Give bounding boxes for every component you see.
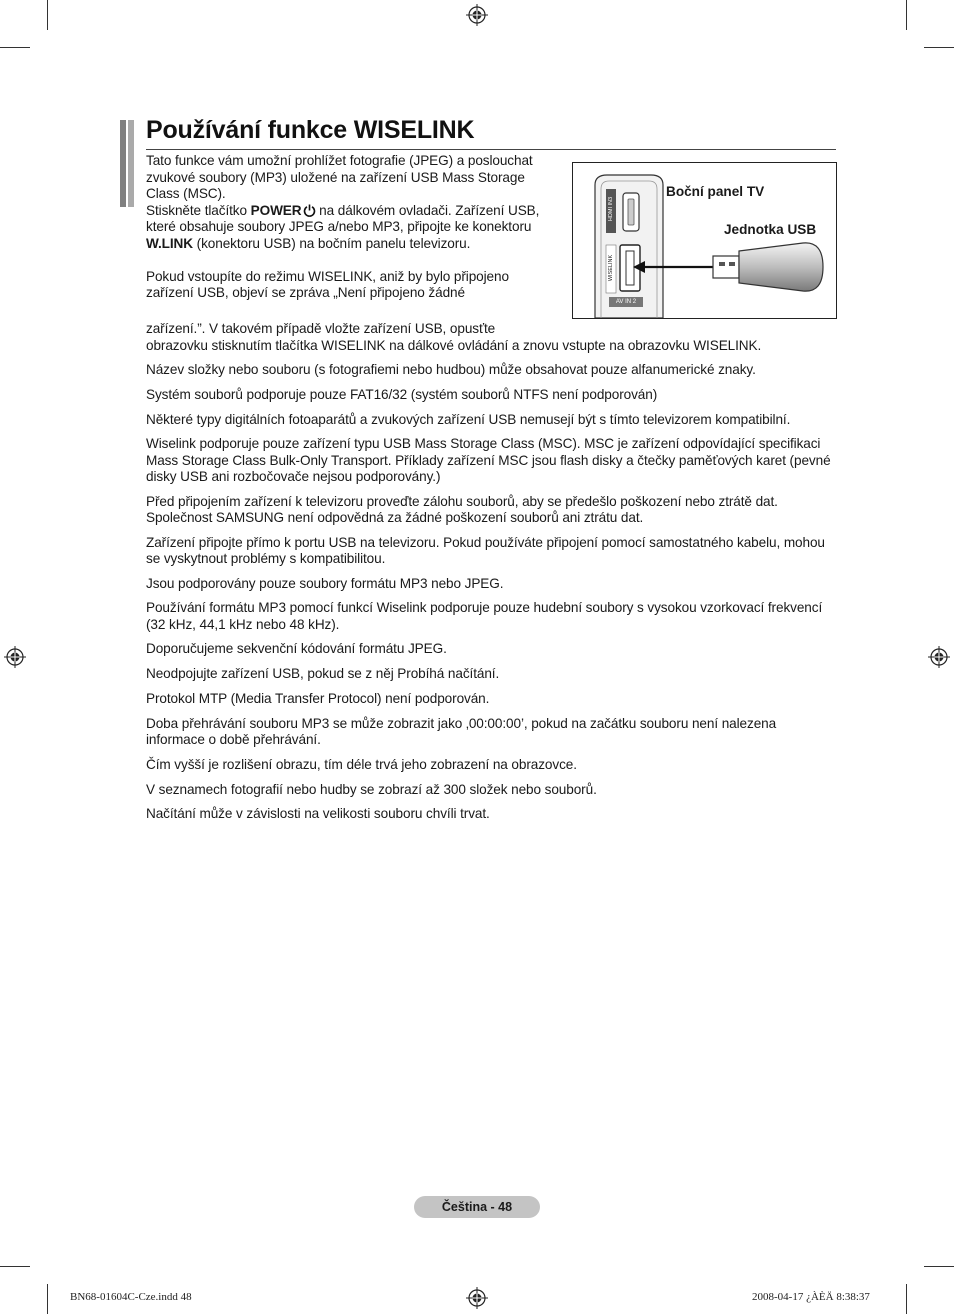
list-item: Systém souborů podporuje pouze FAT16/32 (systém souborů NTFS není podporován) <box>146 386 658 402</box>
list-item: Používání formátu MP3 pomocí funkcí Wiselink podporuje pouze hudební soubory s vysokou vzorkovací frekvencí (32 kHz, 44,1 kHz nebo 48 kHz). <box>146 600 823 632</box>
list-item: Doba přehrávání souboru MP3 se může zobrazit jako ‚00:00:00’, pokud na začátku souboru není nalezena informace o době přehrávání. <box>146 715 777 747</box>
print-slug-left: BN68-01604C-Cze.indd 48 <box>70 1291 192 1303</box>
usb-unit-label: Jednotka USB <box>724 222 817 237</box>
intro-continuation-line: obrazovku stisknutím tlačítka WISELINK na dálkové ovládání a znovu vstupte na obrazovku WISELINK. <box>146 337 762 353</box>
print-slug-right: 2008-04-17 ¿ÀÈÄ 8:38:37 <box>752 1291 870 1303</box>
list-item: Neodpojujte zařízení USB, pokud se z něj Probíhá načítání. <box>146 666 500 682</box>
list-item: Doporučujeme sekvenční kódování formátu JPEG. <box>146 641 447 657</box>
page-title: Používání funkce WISELINK <box>146 116 475 144</box>
power-keyword: POWER <box>250 202 302 218</box>
text-run: (konektoru USB) na bočním panelu televizoru. <box>192 235 471 251</box>
list-item: Před připojením zařízení k televizoru proveďte zálohu souborů, aby se předešlo poškození nebo ztrátě dat. Společnost SAMSUNG není odpovědná za žádné poškození souborů ani ztrátu dat. <box>146 493 778 525</box>
page-number-badge: Čeština - 48 <box>414 1196 540 1218</box>
usb-connection-figure <box>572 162 837 319</box>
crop-mark <box>0 1266 30 1267</box>
crop-mark <box>906 1284 907 1314</box>
wiselink-port-label: WISELINK <box>608 254 614 282</box>
list-item: V seznamech fotografií nebo hudby se zobrazí až 300 složek nebo souborů. <box>146 781 597 797</box>
notes-list <box>146 362 836 831</box>
intro-text <box>146 153 558 302</box>
hdmi-port-label: HDMI IN3 <box>608 196 614 222</box>
registration-mark-icon <box>928 646 950 668</box>
crop-mark <box>924 47 954 48</box>
intro-continuation-line: zařízení.”. V takovém případě vložte zařízení USB, opusťte <box>146 321 496 336</box>
list-item: Některé typy digitálních fotoaparátů a zvukových zařízení USB nemusejí být s tímto televizorem kompatibilní. <box>146 411 791 427</box>
intro-paragraph: Pokud vstoupíte do režimu WISELINK, aniž by bylo připojeno zařízení USB, objeví se zpráva „Není připojeno žádné <box>146 268 509 301</box>
power-icon <box>303 204 316 217</box>
title-rule <box>146 149 836 150</box>
text-run: na dálkovém ovladači. Zařízení USB, které obsahuje soubory JPEG a/nebo MP3, připojte ke konektoru <box>146 202 540 235</box>
crop-mark <box>47 1284 48 1314</box>
list-item: Čím vyšší je rozlišení obrazu, tím déle trvá jeho zobrazení na obrazovce. <box>146 756 577 772</box>
intro-paragraph: Tato funkce vám umožní prohlížet fotografie (JPEG) a poslouchat zvukové soubory (MP3) uložené na zařízení USB Mass Storage Class (MSC). <box>146 153 533 202</box>
registration-mark-icon <box>4 646 26 668</box>
intro-paragraph-power <box>146 203 558 253</box>
av-port-label: AV IN 2 <box>615 299 637 305</box>
list-item: Zařízení připojte přímo k portu USB na televizoru. Pokud používáte připojení pomocí samostatného kabelu, mohou se vyskytnout problémy s kompatibilitou. <box>146 534 825 566</box>
title-accent-bar <box>120 120 126 207</box>
list-item: Název složky nebo souboru (s fotografiemi nebo hudbou) může obsahovat pouze alfanumerické znaky. <box>146 362 756 377</box>
side-panel-label: Boční panel TV <box>666 184 765 199</box>
text-run: Stiskněte tlačítko <box>146 202 251 218</box>
wlink-keyword: W.LINK <box>146 235 193 251</box>
list-item: Načítání může v závislosti na velikosti souboru chvíli trvat. <box>146 806 490 822</box>
crop-mark <box>47 0 48 30</box>
title-accent-bar <box>128 120 134 207</box>
crop-mark <box>924 1266 954 1267</box>
intro-continuation <box>146 321 836 354</box>
registration-mark-icon <box>466 1287 488 1309</box>
list-item: Jsou podporovány pouze soubory formátu MP3 nebo JPEG. <box>146 575 504 591</box>
list-item: Wiselink podporuje pouze zařízení typu USB Mass Storage Class (MSC). MSC je zařízení odpovídající specifikaci Mass Storage Class Bulk-Only Transport. Příklady zařízení MSC jsou flash disky a čtečky paměťových karet (pevné disky USB ani rozbočovače nejsou podporovány.) <box>146 436 831 484</box>
crop-mark <box>0 47 30 48</box>
registration-mark-icon <box>466 4 488 26</box>
list-item: Protokol MTP (Media Transfer Protocol) není podporován. <box>146 690 490 706</box>
crop-mark <box>906 0 907 30</box>
